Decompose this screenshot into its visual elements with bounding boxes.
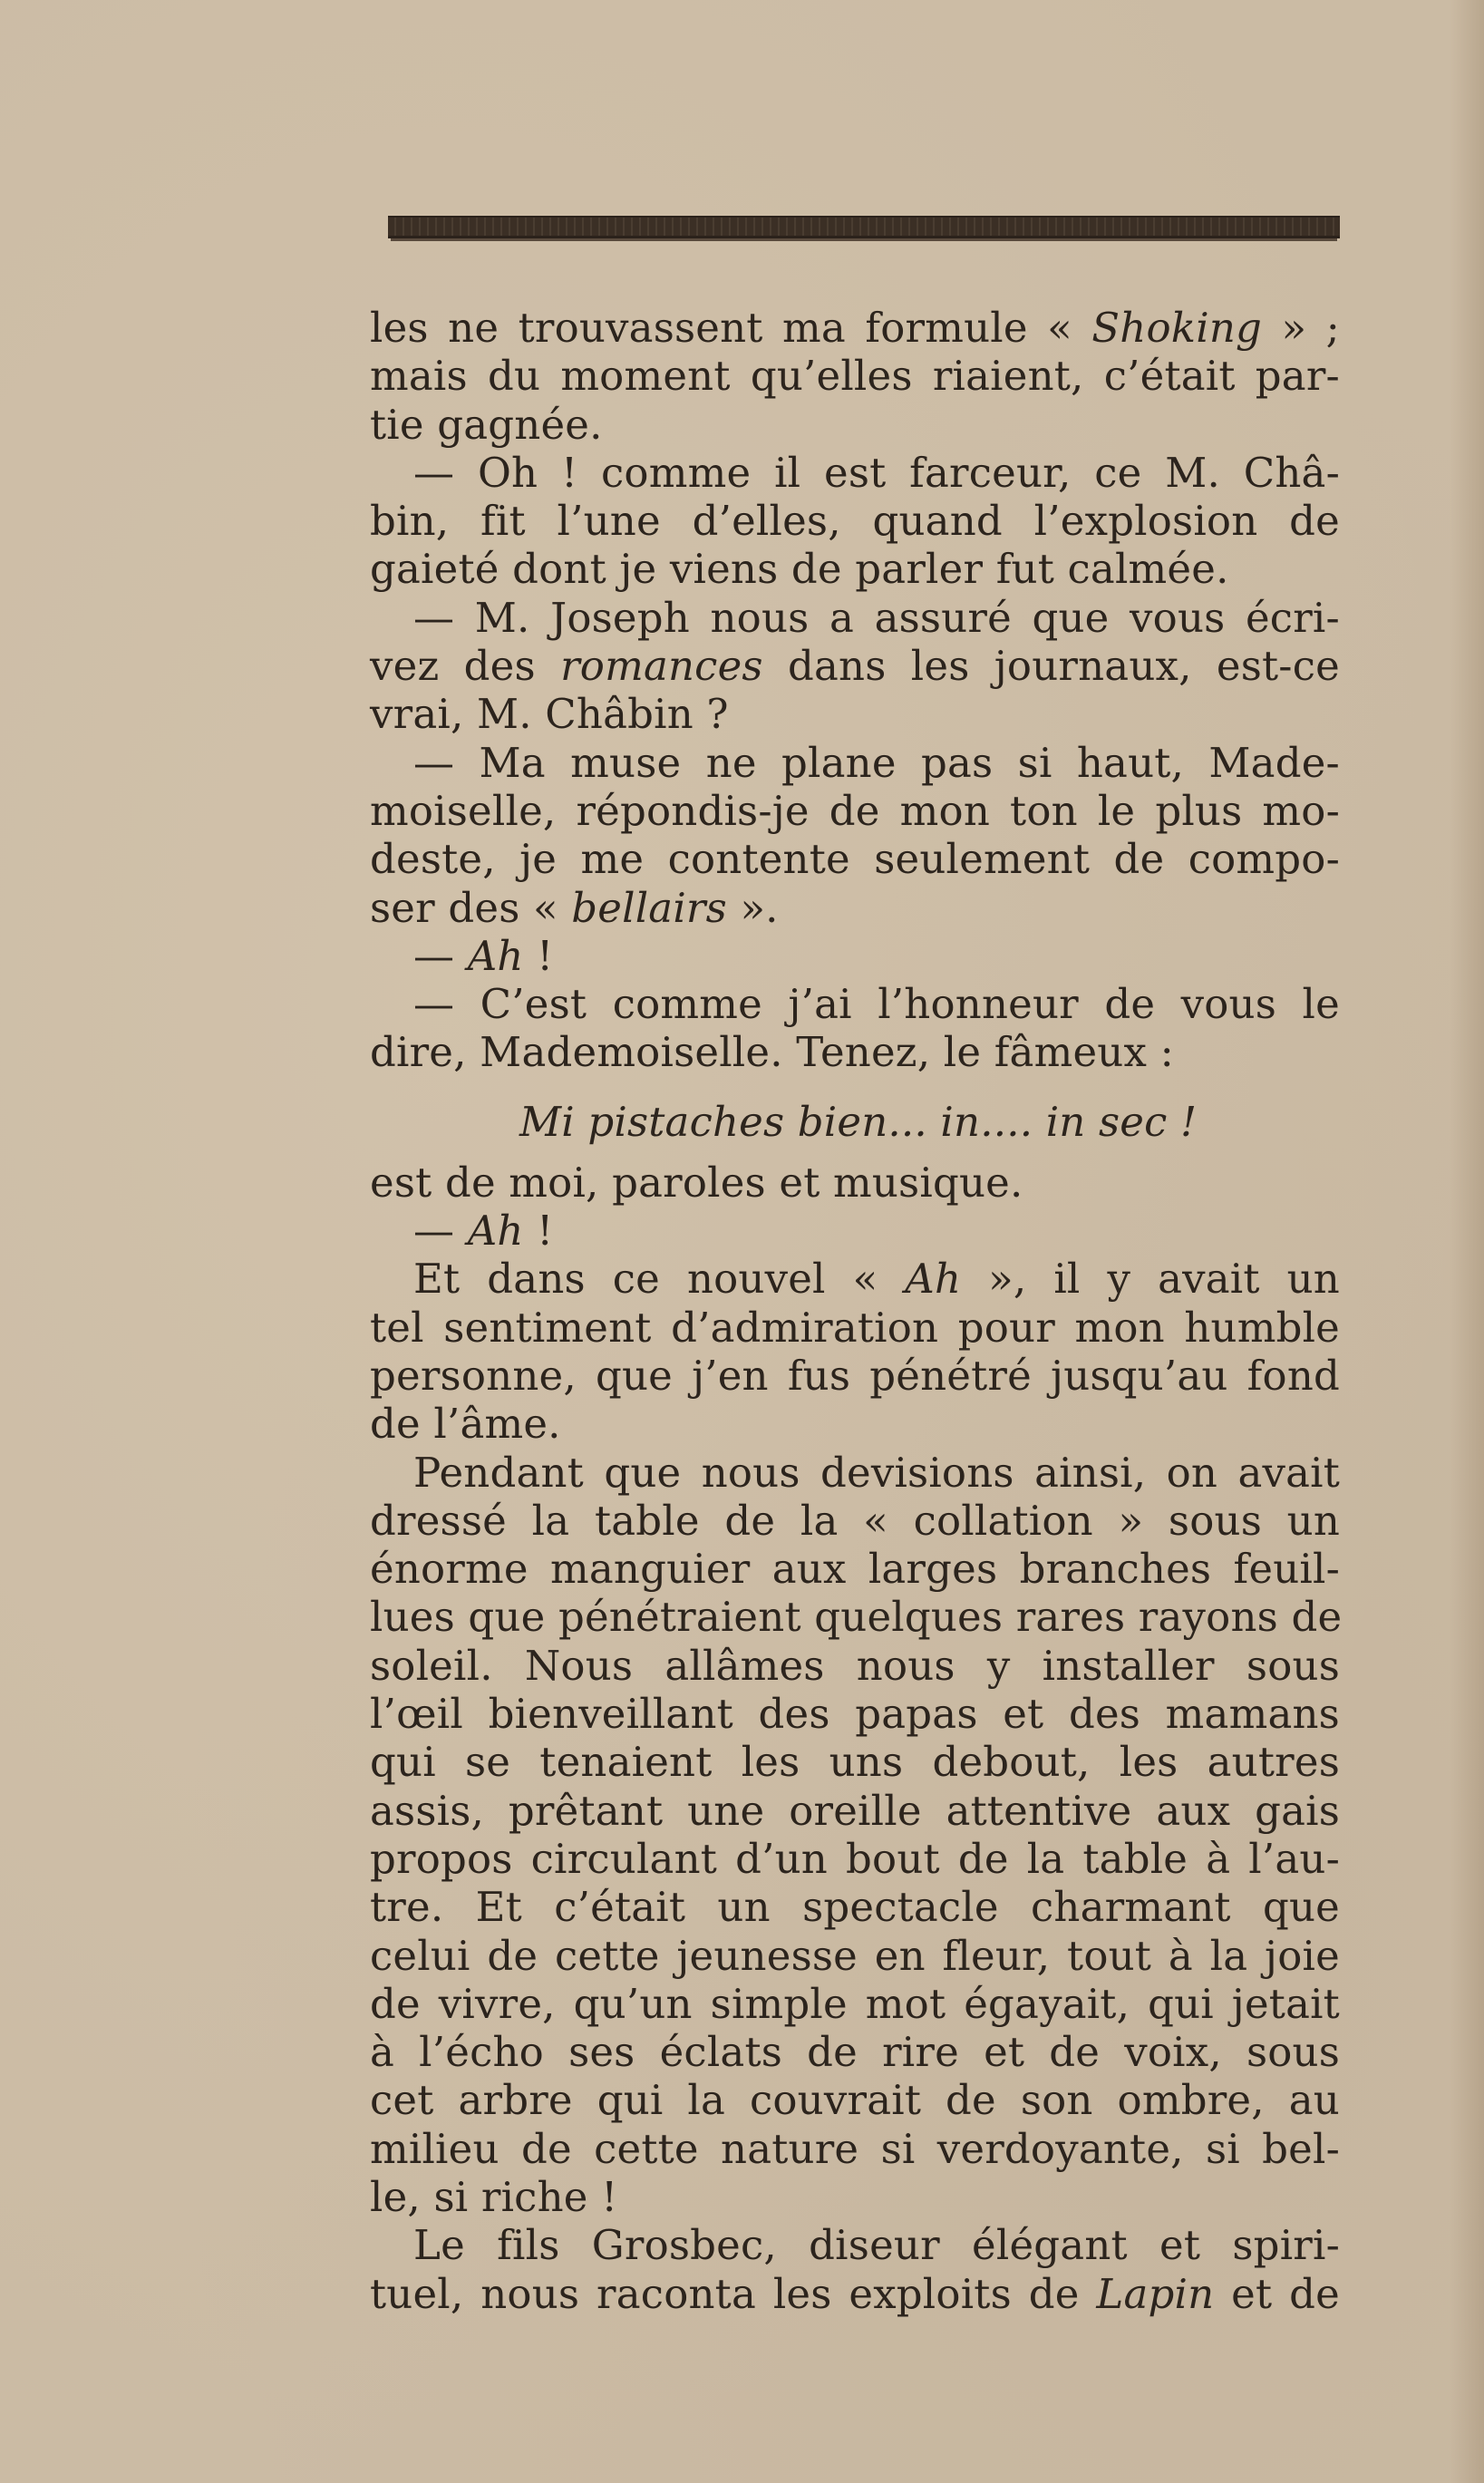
header-ornamental-rule — [388, 216, 1340, 238]
page-binding-edge — [1450, 0, 1484, 2483]
text-line: le, si riche ! — [370, 2172, 618, 2221]
text-line: énorme manguier aux larges branches feuil- — [370, 1545, 1340, 1594]
text-line: propos circulant d’un bout de la table à l’au- — [370, 1834, 1340, 1883]
text-line: à l’écho ses éclats de rire et de voix, sous — [370, 2028, 1341, 2077]
text-line: personne, que j’en fus pénétré jusqu’au fond — [370, 1351, 1341, 1400]
verse-quote: Mi pistaches bien... in.... in sec ! — [519, 1097, 1198, 1146]
text-line: vez des romances dans les journaux, est-ce — [370, 642, 1340, 691]
text-line: assis, prêtant une oreille attentive aux gais — [370, 1786, 1340, 1835]
text-line: moiselle, répondis-je de mon ton le plus mo- — [370, 786, 1340, 835]
text-line: dire, Mademoiselle. Tenez, le fâmeux : — [370, 1028, 1174, 1077]
text-line: Et dans ce nouvel « Ah », il y avait un — [413, 1255, 1340, 1304]
text-line: soleil. Nous allâmes nous y installer sous — [370, 1641, 1340, 1690]
text-line: — Ma muse ne plane pas si haut, Made- — [413, 738, 1340, 787]
text-line: tie gagnée. — [370, 400, 603, 449]
text-line: de l’âme. — [370, 1400, 561, 1449]
text-line: Pendant que nous devisions ainsi, on avait — [413, 1448, 1340, 1497]
text-line: — Ah ! — [413, 931, 554, 980]
text-line: dressé la table de la « collation » sous un — [370, 1496, 1341, 1545]
text-line: ser des « bellairs ». — [370, 883, 779, 932]
text-line: deste, je me contente seulement de compo- — [370, 835, 1341, 884]
text-lines-before-verse — [370, 304, 1340, 1077]
body-text — [370, 304, 1343, 2318]
text-line: tuel, nous raconta les exploits de Lapin et de — [370, 2269, 1340, 2318]
text-lines-after-verse — [370, 1158, 1343, 2318]
text-line: les ne trouvassent ma formule « Shoking » ; — [370, 304, 1340, 352]
text-line: mais du moment qu’elles riaient, c’était par- — [370, 352, 1340, 401]
text-line: qui se tenaient les uns debout, les autres — [370, 1738, 1340, 1787]
text-line: bin, fit l’une d’elles, quand l’explosion de — [370, 497, 1340, 546]
text-line: vrai, M. Châbin ? — [370, 690, 729, 739]
text-line: de vivre, qu’un simple mot égayait, qui jetait — [370, 1979, 1340, 2028]
text-line: celui de cette jeunesse en fleur, tout à la joie — [370, 1931, 1340, 1980]
text-line: l’œil bienveillant des papas et des mamans — [370, 1690, 1340, 1739]
text-line: milieu de cette nature si verdoyante, si bel- — [370, 2124, 1340, 2173]
text-line: — C’est comme j’ai l’honneur de vous le — [413, 980, 1340, 1029]
text-line: tre. Et c’était un spectacle charmant que — [370, 1883, 1340, 1932]
text-line: lues que pénétraient quelques rares rayons de — [370, 1593, 1343, 1642]
text-line: — Ah ! — [413, 1207, 554, 1256]
text-line: cet arbre qui la couvrait de son ombre, au — [370, 2076, 1340, 2125]
text-line: est de moi, paroles et musique. — [370, 1158, 1023, 1207]
text-line: tel sentiment d’admiration pour mon humble — [370, 1303, 1340, 1352]
text-line: gaieté dont je viens de parler fut calmée. — [370, 545, 1229, 594]
text-line: — M. Joseph nous a assuré que vous écri- — [413, 593, 1340, 642]
text-line: — Oh ! comme il est farceur, ce M. Châ- — [413, 448, 1340, 497]
text-line: Le fils Grosbec, diseur élégant et spiri- — [413, 2221, 1340, 2270]
